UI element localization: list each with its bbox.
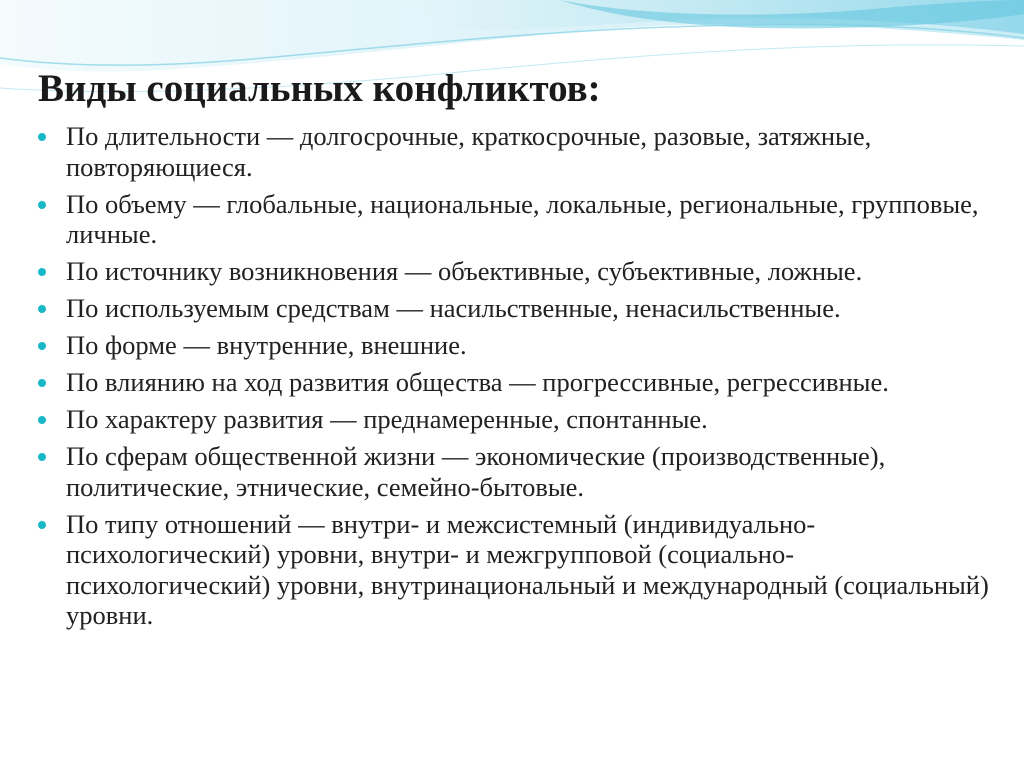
list-item bbox=[38, 293, 998, 324]
list-item bbox=[38, 330, 998, 361]
bullet-dot-icon bbox=[38, 133, 46, 141]
bullet-dot-icon bbox=[38, 305, 46, 313]
list-item bbox=[38, 509, 998, 631]
list-item-text: По длительности — долгосрочные, краткосрочные, разовые, затяжные, повторяющиеся. bbox=[66, 121, 872, 182]
list-item-text: По форме — внутренние, внешние. bbox=[66, 330, 467, 360]
list-item bbox=[38, 367, 998, 398]
list-item bbox=[38, 121, 998, 182]
conflict-types-list bbox=[38, 121, 998, 637]
bullet-dot-icon bbox=[38, 379, 46, 387]
bullet-dot-icon bbox=[38, 521, 46, 529]
bullet-dot-icon bbox=[38, 453, 46, 461]
list-item bbox=[38, 404, 998, 435]
list-item bbox=[38, 441, 998, 502]
list-item-text: По источнику возникновения — объективные, субъективные, ложные. bbox=[66, 256, 863, 286]
bullet-dot-icon bbox=[38, 268, 46, 276]
list-item-text: По влиянию на ход развития общества — прогрессивные, регрессивные. bbox=[66, 367, 889, 397]
list-item-text: По сферам общественной жизни — экономические (производственные), политические, этнические, семейно-бытовые. bbox=[66, 441, 886, 502]
list-item bbox=[38, 189, 998, 250]
list-item-text: По характеру развития — преднамеренные, спонтанные. bbox=[66, 404, 708, 434]
list-item bbox=[38, 256, 998, 287]
list-item-text: По используемым средствам — насильственные, ненасильственные. bbox=[66, 293, 841, 323]
slide-title: Виды социальных конфликтов: bbox=[38, 67, 601, 110]
bullet-dot-icon bbox=[38, 416, 46, 424]
bullet-dot-icon bbox=[38, 342, 46, 350]
list-item-text: По типу отношений — внутри- и межсистемный (индивидуально-психологический) уровни, внутри- и межгрупповой (социально-психологический) уровни, внутринациональный и международный (социальный) уровни. bbox=[66, 508, 989, 630]
list-item-text: По объему — глобальные, национальные, локальные, региональные, групповые, личные. bbox=[66, 188, 979, 249]
bullet-dot-icon bbox=[38, 201, 46, 209]
